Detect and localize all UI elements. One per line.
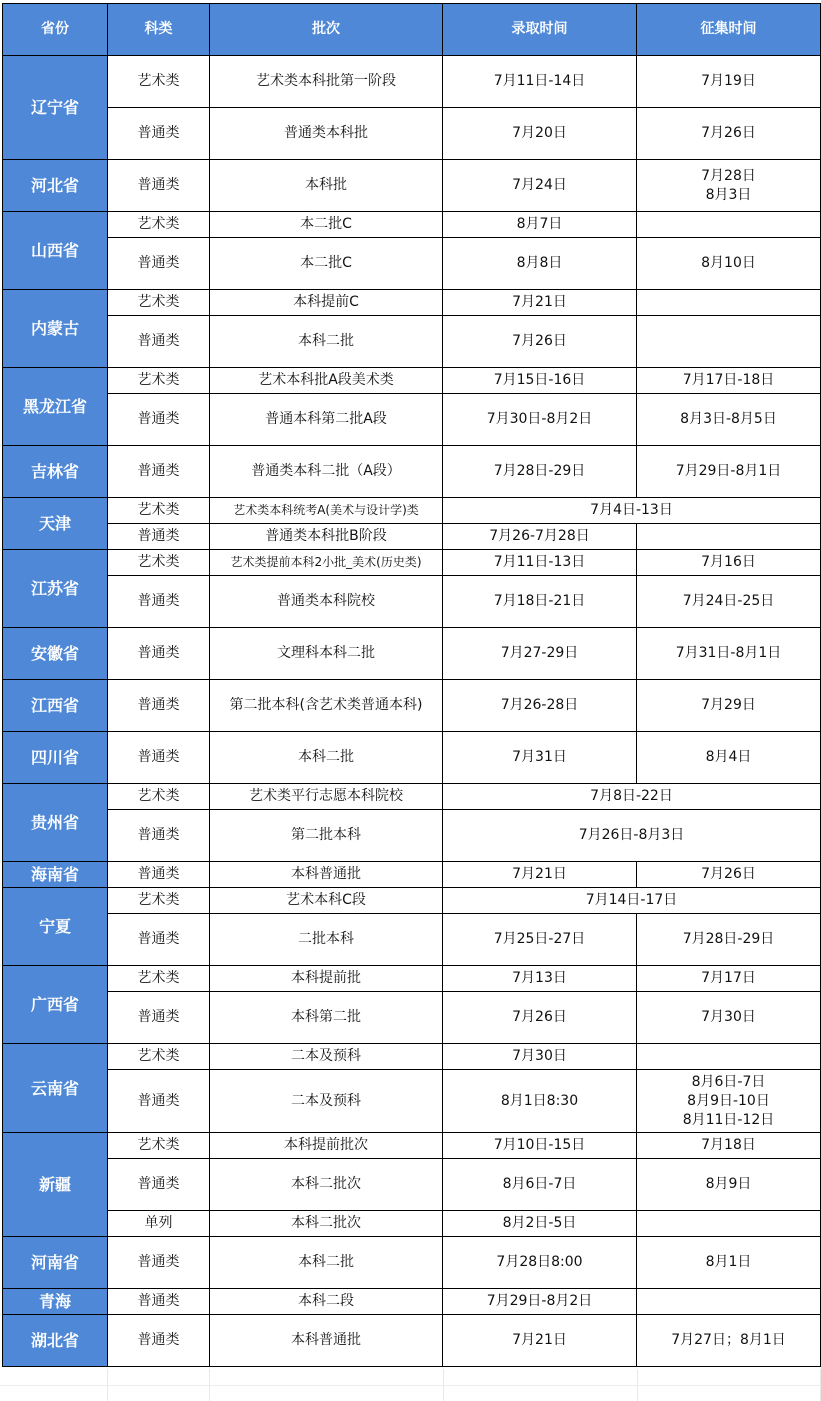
batch-cell: 本科提前批次 — [210, 1133, 443, 1159]
batch-cell: 艺术类本科统考A(美术与设计学)类 — [210, 498, 443, 524]
category-cell: 艺术类 — [108, 212, 210, 238]
category-cell: 普通类 — [108, 1070, 210, 1133]
category-cell: 普通类 — [108, 160, 210, 212]
header-supplement-time: 征集时间 — [637, 4, 821, 56]
supplement-time-cell — [637, 316, 821, 368]
category-cell: 普通类 — [108, 732, 210, 784]
batch-cell: 普通类本科批B阶段 — [210, 524, 443, 550]
header-batch: 批次 — [210, 4, 443, 56]
category-cell: 普通类 — [108, 1237, 210, 1289]
batch-cell: 普通类本科院校 — [210, 576, 443, 628]
batch-cell: 本科批 — [210, 160, 443, 212]
admission-time-cell: 7月26-28日 — [443, 680, 637, 732]
category-cell: 普通类 — [108, 1315, 210, 1367]
table-row — [3, 862, 821, 888]
table-row — [3, 888, 821, 914]
category-cell: 普通类 — [108, 810, 210, 862]
empty-grid-area — [0, 1369, 821, 1401]
province-cell: 湖北省 — [3, 1315, 108, 1367]
batch-cell: 二批本科 — [210, 914, 443, 966]
table-row — [3, 628, 821, 680]
supplement-time-cell — [637, 212, 821, 238]
batch-cell: 普通本科第二批A段 — [210, 394, 443, 446]
admission-time-cell: 7月30日-8月2日 — [443, 394, 637, 446]
category-cell: 普通类 — [108, 316, 210, 368]
batch-cell: 艺术类平行志愿本科院校 — [210, 784, 443, 810]
admission-time-cell: 8月2日-5日 — [443, 1211, 637, 1237]
admission-time-cell: 7月31日 — [443, 732, 637, 784]
supplement-time-cell: 8月10日 — [637, 238, 821, 290]
batch-cell: 普通类本科二批（A段） — [210, 446, 443, 498]
admission-time-cell: 7月26日 — [443, 316, 637, 368]
category-cell: 普通类 — [108, 1289, 210, 1315]
province-cell: 贵州省 — [3, 784, 108, 862]
supplement-time-cell: 7月30日 — [637, 992, 821, 1044]
supplement-time-cell: 7月17日 — [637, 966, 821, 992]
table-row — [3, 1044, 821, 1070]
table-row — [3, 1070, 821, 1133]
supplement-time-cell: 8月9日 — [637, 1159, 821, 1211]
admission-time-cell: 8月6日-7日 — [443, 1159, 637, 1211]
table-row — [3, 212, 821, 238]
category-cell: 艺术类 — [108, 290, 210, 316]
supplement-time-cell: 7月27日；8月1日 — [637, 1315, 821, 1367]
category-cell: 普通类 — [108, 576, 210, 628]
batch-cell: 本科二段 — [210, 1289, 443, 1315]
batch-cell: 二本及预科 — [210, 1044, 443, 1070]
admission-time-cell: 7月21日 — [443, 1315, 637, 1367]
table-row — [3, 550, 821, 576]
admission-time-cell: 7月25日-27日 — [443, 914, 637, 966]
supplement-time-line: 8月11日-12日 — [682, 1111, 775, 1128]
supplement-time-cell: 7月29日 — [637, 680, 821, 732]
table-row — [3, 992, 821, 1044]
supplement-time-cell — [637, 1211, 821, 1237]
table-row — [3, 394, 821, 446]
supplement-time-cell: 8月1日 — [637, 1237, 821, 1289]
admission-time-cell: 7月26-7月28日 — [443, 524, 637, 550]
province-cell: 山西省 — [3, 212, 108, 290]
admission-time-cell: 7月30日 — [443, 1044, 637, 1070]
table-row — [3, 498, 821, 524]
table-row — [3, 290, 821, 316]
batch-cell: 第二批本科 — [210, 810, 443, 862]
supplement-time-line: 7月28日 — [701, 167, 756, 184]
supplement-time-cell — [637, 1289, 821, 1315]
admission-time-cell: 7月15日-16日 — [443, 368, 637, 394]
supplement-time-cell: 7月31日-8月1日 — [637, 628, 821, 680]
table-row — [3, 1133, 821, 1159]
table-row — [3, 810, 821, 862]
category-cell: 艺术类 — [108, 966, 210, 992]
province-cell: 海南省 — [3, 862, 108, 888]
admission-time-cell: 7月28日8:00 — [443, 1237, 637, 1289]
admission-schedule-table — [2, 3, 821, 1367]
province-cell: 辽宁省 — [3, 56, 108, 160]
category-cell: 单列 — [108, 1211, 210, 1237]
batch-cell: 本科二批次 — [210, 1159, 443, 1211]
admission-time-cell: 7月8日-22日 — [443, 784, 821, 810]
header-row — [3, 4, 821, 56]
admission-time-cell: 7月28日-29日 — [443, 446, 637, 498]
supplement-time-cell: 7月26日 — [637, 862, 821, 888]
batch-cell: 本二批C — [210, 238, 443, 290]
category-cell: 普通类 — [108, 914, 210, 966]
admission-time-cell: 7月21日 — [443, 862, 637, 888]
table-row — [3, 316, 821, 368]
province-cell: 广西省 — [3, 966, 108, 1044]
supplement-time-cell: 7月29日-8月1日 — [637, 446, 821, 498]
supplement-time-cell: 7月26日 — [637, 108, 821, 160]
batch-cell: 艺术本科批A段美术类 — [210, 368, 443, 394]
batch-cell: 艺术类提前本科2小批_美术(历史类) — [210, 550, 443, 576]
supplement-time-line: 8月6日-7日 — [691, 1073, 766, 1090]
admission-time-cell: 7月29日-8月2日 — [443, 1289, 637, 1315]
supplement-time-cell — [637, 524, 821, 550]
header-category: 科类 — [108, 4, 210, 56]
table-row — [3, 966, 821, 992]
province-cell: 新疆 — [3, 1133, 108, 1237]
supplement-time-cell — [637, 1044, 821, 1070]
admission-time-cell: 7月4日-13日 — [443, 498, 821, 524]
province-cell: 江西省 — [3, 680, 108, 732]
table-row — [3, 1237, 821, 1289]
batch-cell: 本科普通批 — [210, 862, 443, 888]
admission-time-cell: 7月14日-17日 — [443, 888, 821, 914]
category-cell: 艺术类 — [108, 1133, 210, 1159]
table-row — [3, 732, 821, 784]
province-cell: 云南省 — [3, 1044, 108, 1133]
province-cell: 安徽省 — [3, 628, 108, 680]
category-cell: 普通类 — [108, 524, 210, 550]
batch-cell: 艺术本科C段 — [210, 888, 443, 914]
province-cell: 河北省 — [3, 160, 108, 212]
table-row — [3, 576, 821, 628]
batch-cell: 本科二批 — [210, 316, 443, 368]
category-cell: 普通类 — [108, 394, 210, 446]
admission-time-cell: 7月26日-8月3日 — [443, 810, 821, 862]
admission-time-cell: 8月8日 — [443, 238, 637, 290]
province-cell: 四川省 — [3, 732, 108, 784]
admission-time-cell: 8月7日 — [443, 212, 637, 238]
batch-cell: 本科提前C — [210, 290, 443, 316]
table-row — [3, 524, 821, 550]
supplement-time-cell — [637, 160, 821, 212]
province-cell: 江苏省 — [3, 550, 108, 628]
admission-time-cell: 7月13日 — [443, 966, 637, 992]
supplement-time-cell: 7月17日-18日 — [637, 368, 821, 394]
category-cell: 艺术类 — [108, 550, 210, 576]
batch-cell: 第二批本科(含艺术类普通本科) — [210, 680, 443, 732]
table-row — [3, 1159, 821, 1211]
province-cell: 宁夏 — [3, 888, 108, 966]
admission-time-cell: 7月11日-13日 — [443, 550, 637, 576]
table-row — [3, 368, 821, 394]
category-cell: 普通类 — [108, 862, 210, 888]
batch-cell: 普通类本科批 — [210, 108, 443, 160]
province-cell: 青海 — [3, 1289, 108, 1315]
province-cell: 天津 — [3, 498, 108, 550]
table-row — [3, 238, 821, 290]
table-row — [3, 108, 821, 160]
admission-time-cell: 7月26日 — [443, 992, 637, 1044]
category-cell: 艺术类 — [108, 784, 210, 810]
supplement-time-cell: 8月3日-8月5日 — [637, 394, 821, 446]
category-cell: 艺术类 — [108, 56, 210, 108]
supplement-time-cell — [637, 1070, 821, 1133]
table-row — [3, 680, 821, 732]
supplement-time-cell: 7月28日-29日 — [637, 914, 821, 966]
batch-cell: 本二批C — [210, 212, 443, 238]
table-row — [3, 446, 821, 498]
category-cell: 普通类 — [108, 628, 210, 680]
table-row — [3, 160, 821, 212]
province-cell: 河南省 — [3, 1237, 108, 1289]
supplement-time-cell: 8月4日 — [637, 732, 821, 784]
province-cell: 内蒙古 — [3, 290, 108, 368]
batch-cell: 本科二批 — [210, 1237, 443, 1289]
table-row — [3, 914, 821, 966]
header-admission-time: 录取时间 — [443, 4, 637, 56]
admission-time-cell: 7月10日-15日 — [443, 1133, 637, 1159]
province-cell: 吉林省 — [3, 446, 108, 498]
supplement-time-cell: 7月18日 — [637, 1133, 821, 1159]
batch-cell: 本科提前批 — [210, 966, 443, 992]
header-province: 省份 — [3, 4, 108, 56]
category-cell: 普通类 — [108, 680, 210, 732]
supplement-time-cell: 7月16日 — [637, 550, 821, 576]
batch-cell: 本科二批 — [210, 732, 443, 784]
batch-cell: 二本及预科 — [210, 1070, 443, 1133]
gridline — [0, 1385, 821, 1386]
admission-time-cell: 7月20日 — [443, 108, 637, 160]
admission-time-cell: 7月18日-21日 — [443, 576, 637, 628]
batch-cell: 本科第二批 — [210, 992, 443, 1044]
category-cell: 普通类 — [108, 1159, 210, 1211]
table-row — [3, 1289, 821, 1315]
table-row — [3, 1315, 821, 1367]
batch-cell: 本科二批次 — [210, 1211, 443, 1237]
category-cell: 艺术类 — [108, 888, 210, 914]
category-cell: 普通类 — [108, 238, 210, 290]
admission-time-cell: 7月27-29日 — [443, 628, 637, 680]
category-cell: 艺术类 — [108, 368, 210, 394]
category-cell: 普通类 — [108, 992, 210, 1044]
supplement-time-line: 8月9日-10日 — [687, 1092, 770, 1109]
category-cell: 普通类 — [108, 108, 210, 160]
supplement-time-line: 8月3日 — [705, 186, 752, 203]
supplement-time-cell: 7月19日 — [637, 56, 821, 108]
category-cell: 艺术类 — [108, 498, 210, 524]
batch-cell: 艺术类本科批第一阶段 — [210, 56, 443, 108]
table-row — [3, 1211, 821, 1237]
supplement-time-cell: 7月24日-25日 — [637, 576, 821, 628]
province-cell: 黑龙江省 — [3, 368, 108, 446]
admission-time-cell: 7月24日 — [443, 160, 637, 212]
category-cell: 艺术类 — [108, 1044, 210, 1070]
admission-time-cell: 8月1日8:30 — [443, 1070, 637, 1133]
supplement-time-cell — [637, 290, 821, 316]
batch-cell: 文理科本科二批 — [210, 628, 443, 680]
admission-time-cell: 7月21日 — [443, 290, 637, 316]
table-row — [3, 56, 821, 108]
table-row — [3, 784, 821, 810]
admission-time-cell: 7月11日-14日 — [443, 56, 637, 108]
category-cell: 普通类 — [108, 446, 210, 498]
batch-cell: 本科普通批 — [210, 1315, 443, 1367]
